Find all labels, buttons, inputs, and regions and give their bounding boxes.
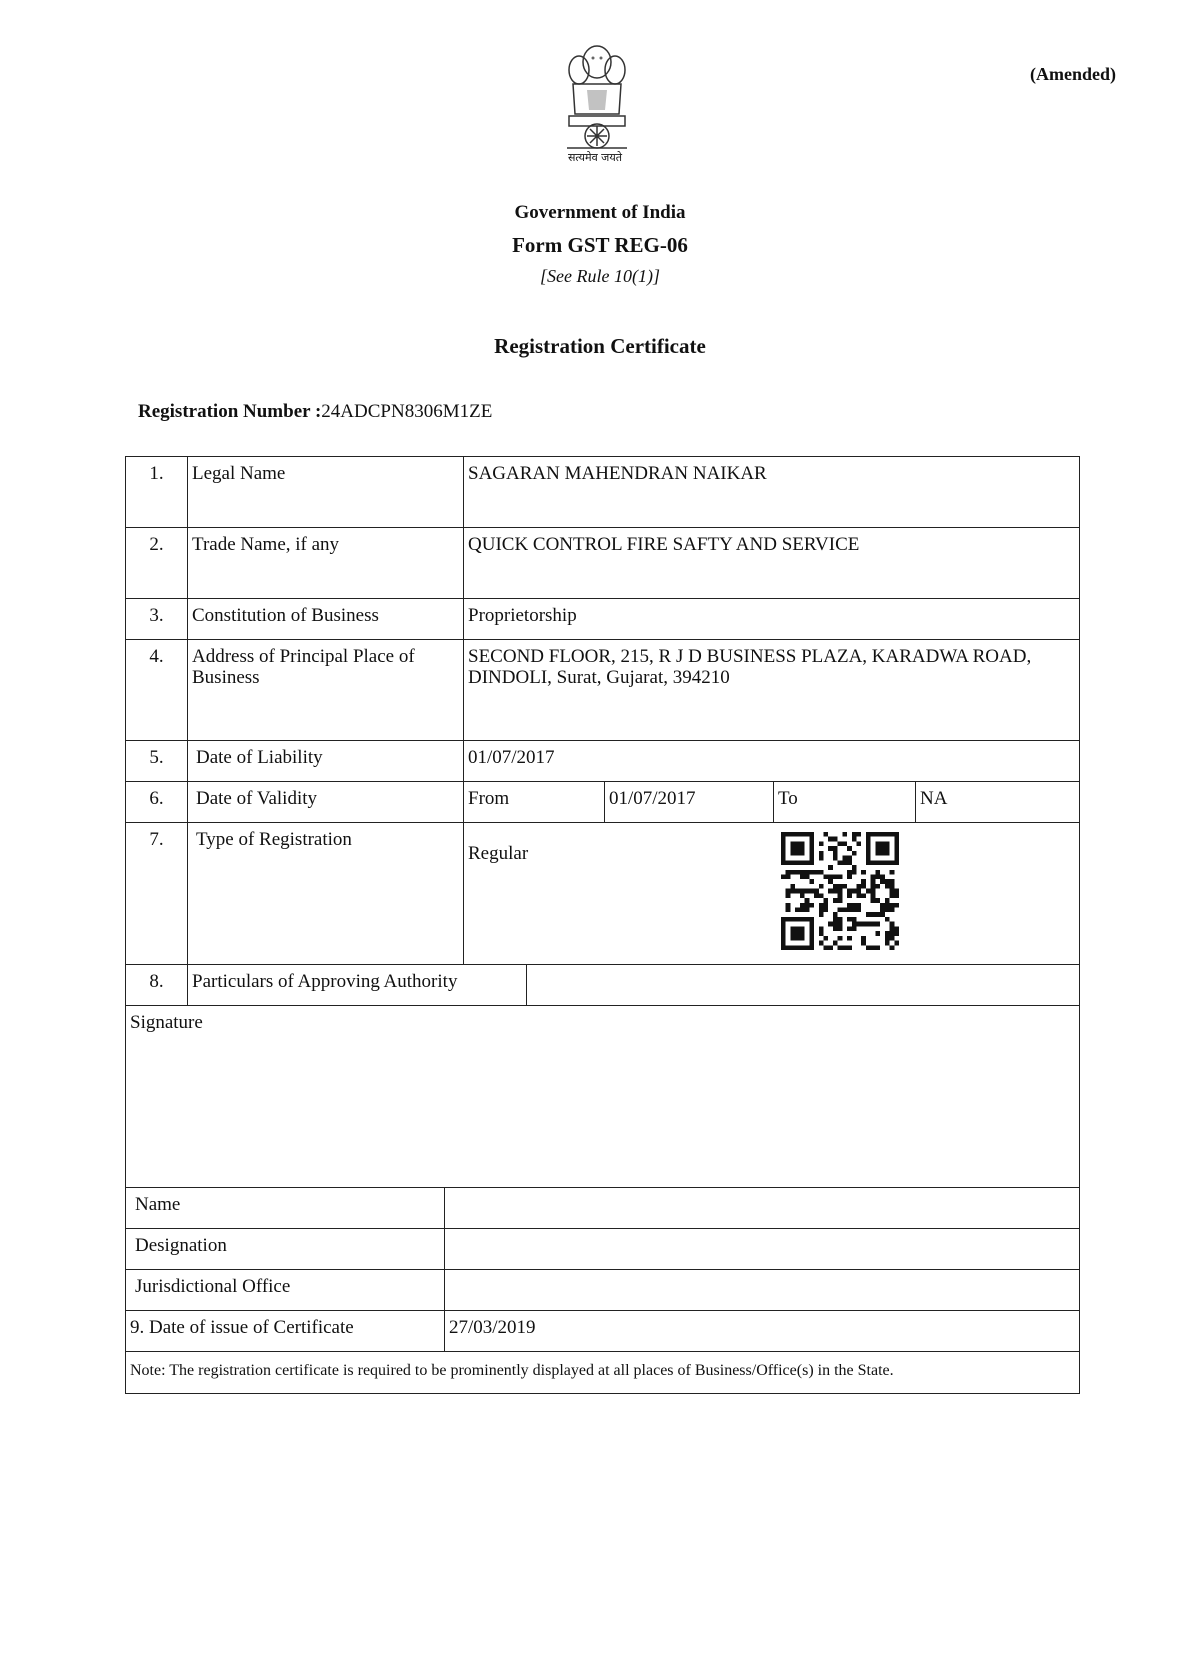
registration-number-value: 24ADCPN8306M1ZE xyxy=(321,401,493,422)
validity-to-value: NA xyxy=(915,781,1080,823)
registration-number-label: Registration Number : xyxy=(138,401,322,422)
designation-label: Designation xyxy=(125,1228,445,1270)
emblem-motto: सत्यमेव जयते xyxy=(567,151,622,164)
designation-value xyxy=(444,1228,1080,1270)
row-7-label: Type of Registration xyxy=(187,822,464,965)
type-of-registration-value: Regular xyxy=(463,822,1080,965)
row-3-number: 3. xyxy=(125,598,188,640)
validity-from-label: From xyxy=(463,781,605,823)
date-of-issue-value: 27/03/2019 xyxy=(444,1310,1080,1352)
approving-authority-value xyxy=(526,964,1080,1006)
validity-to-label: To xyxy=(773,781,916,823)
trade-name-value: QUICK CONTROL FIRE SAFTY AND SERVICE xyxy=(463,527,1080,599)
national-emblem-icon xyxy=(557,40,637,166)
validity-from-value: 01/07/2017 xyxy=(604,781,774,823)
row-4-label: Address of Principal Place of Business xyxy=(187,639,464,741)
certificate-title: Registration Certificate xyxy=(494,334,706,358)
row-2-number: 2. xyxy=(125,527,188,599)
registration-number-line xyxy=(138,401,492,423)
jurisdictional-office-label: Jurisdictional Office xyxy=(125,1269,445,1311)
row-6-label: Date of Validity xyxy=(187,781,464,823)
amended-label: (Amended) xyxy=(1030,64,1116,84)
signature-area: Signature xyxy=(125,1005,1080,1188)
row-1-number: 1. xyxy=(125,456,188,528)
signatory-name-value xyxy=(444,1187,1080,1229)
government-heading: Government of India xyxy=(514,202,686,223)
date-of-liability-value: 01/07/2017 xyxy=(463,740,1080,782)
row-4-number: 4. xyxy=(125,639,188,741)
jurisdictional-office-value xyxy=(444,1269,1080,1311)
rule-reference: [See Rule 10(1)] xyxy=(540,266,660,286)
form-title: Form GST REG-06 xyxy=(512,233,688,257)
row-8-number: 8. xyxy=(125,964,188,1006)
row-2-label: Trade Name, if any xyxy=(187,527,464,599)
legal-name-value: SAGARAN MAHENDRAN NAIKAR xyxy=(463,456,1080,528)
qr-code-icon xyxy=(781,832,899,950)
row-8-label: Particulars of Approving Authority xyxy=(187,964,527,1006)
footer-note: Note: The registration certificate is required to be prominently displayed at all places of Business/Office(s) in the State. xyxy=(125,1351,1080,1394)
signatory-name-label: Name xyxy=(125,1187,445,1229)
row-1-label: Legal Name xyxy=(187,456,464,528)
row-7-number: 7. xyxy=(125,822,188,965)
date-of-issue-label: 9. Date of issue of Certificate xyxy=(125,1310,445,1352)
constitution-value: Proprietorship xyxy=(463,598,1080,640)
row-6-number: 6. xyxy=(125,781,188,823)
row-5-label: Date of Liability xyxy=(187,740,464,782)
row-3-label: Constitution of Business xyxy=(187,598,464,640)
address-value: SECOND FLOOR, 215, R J D BUSINESS PLAZA, KARADWA ROAD, DINDOLI, Surat, Gujarat, 394210 xyxy=(463,639,1080,741)
row-5-number: 5. xyxy=(125,740,188,782)
